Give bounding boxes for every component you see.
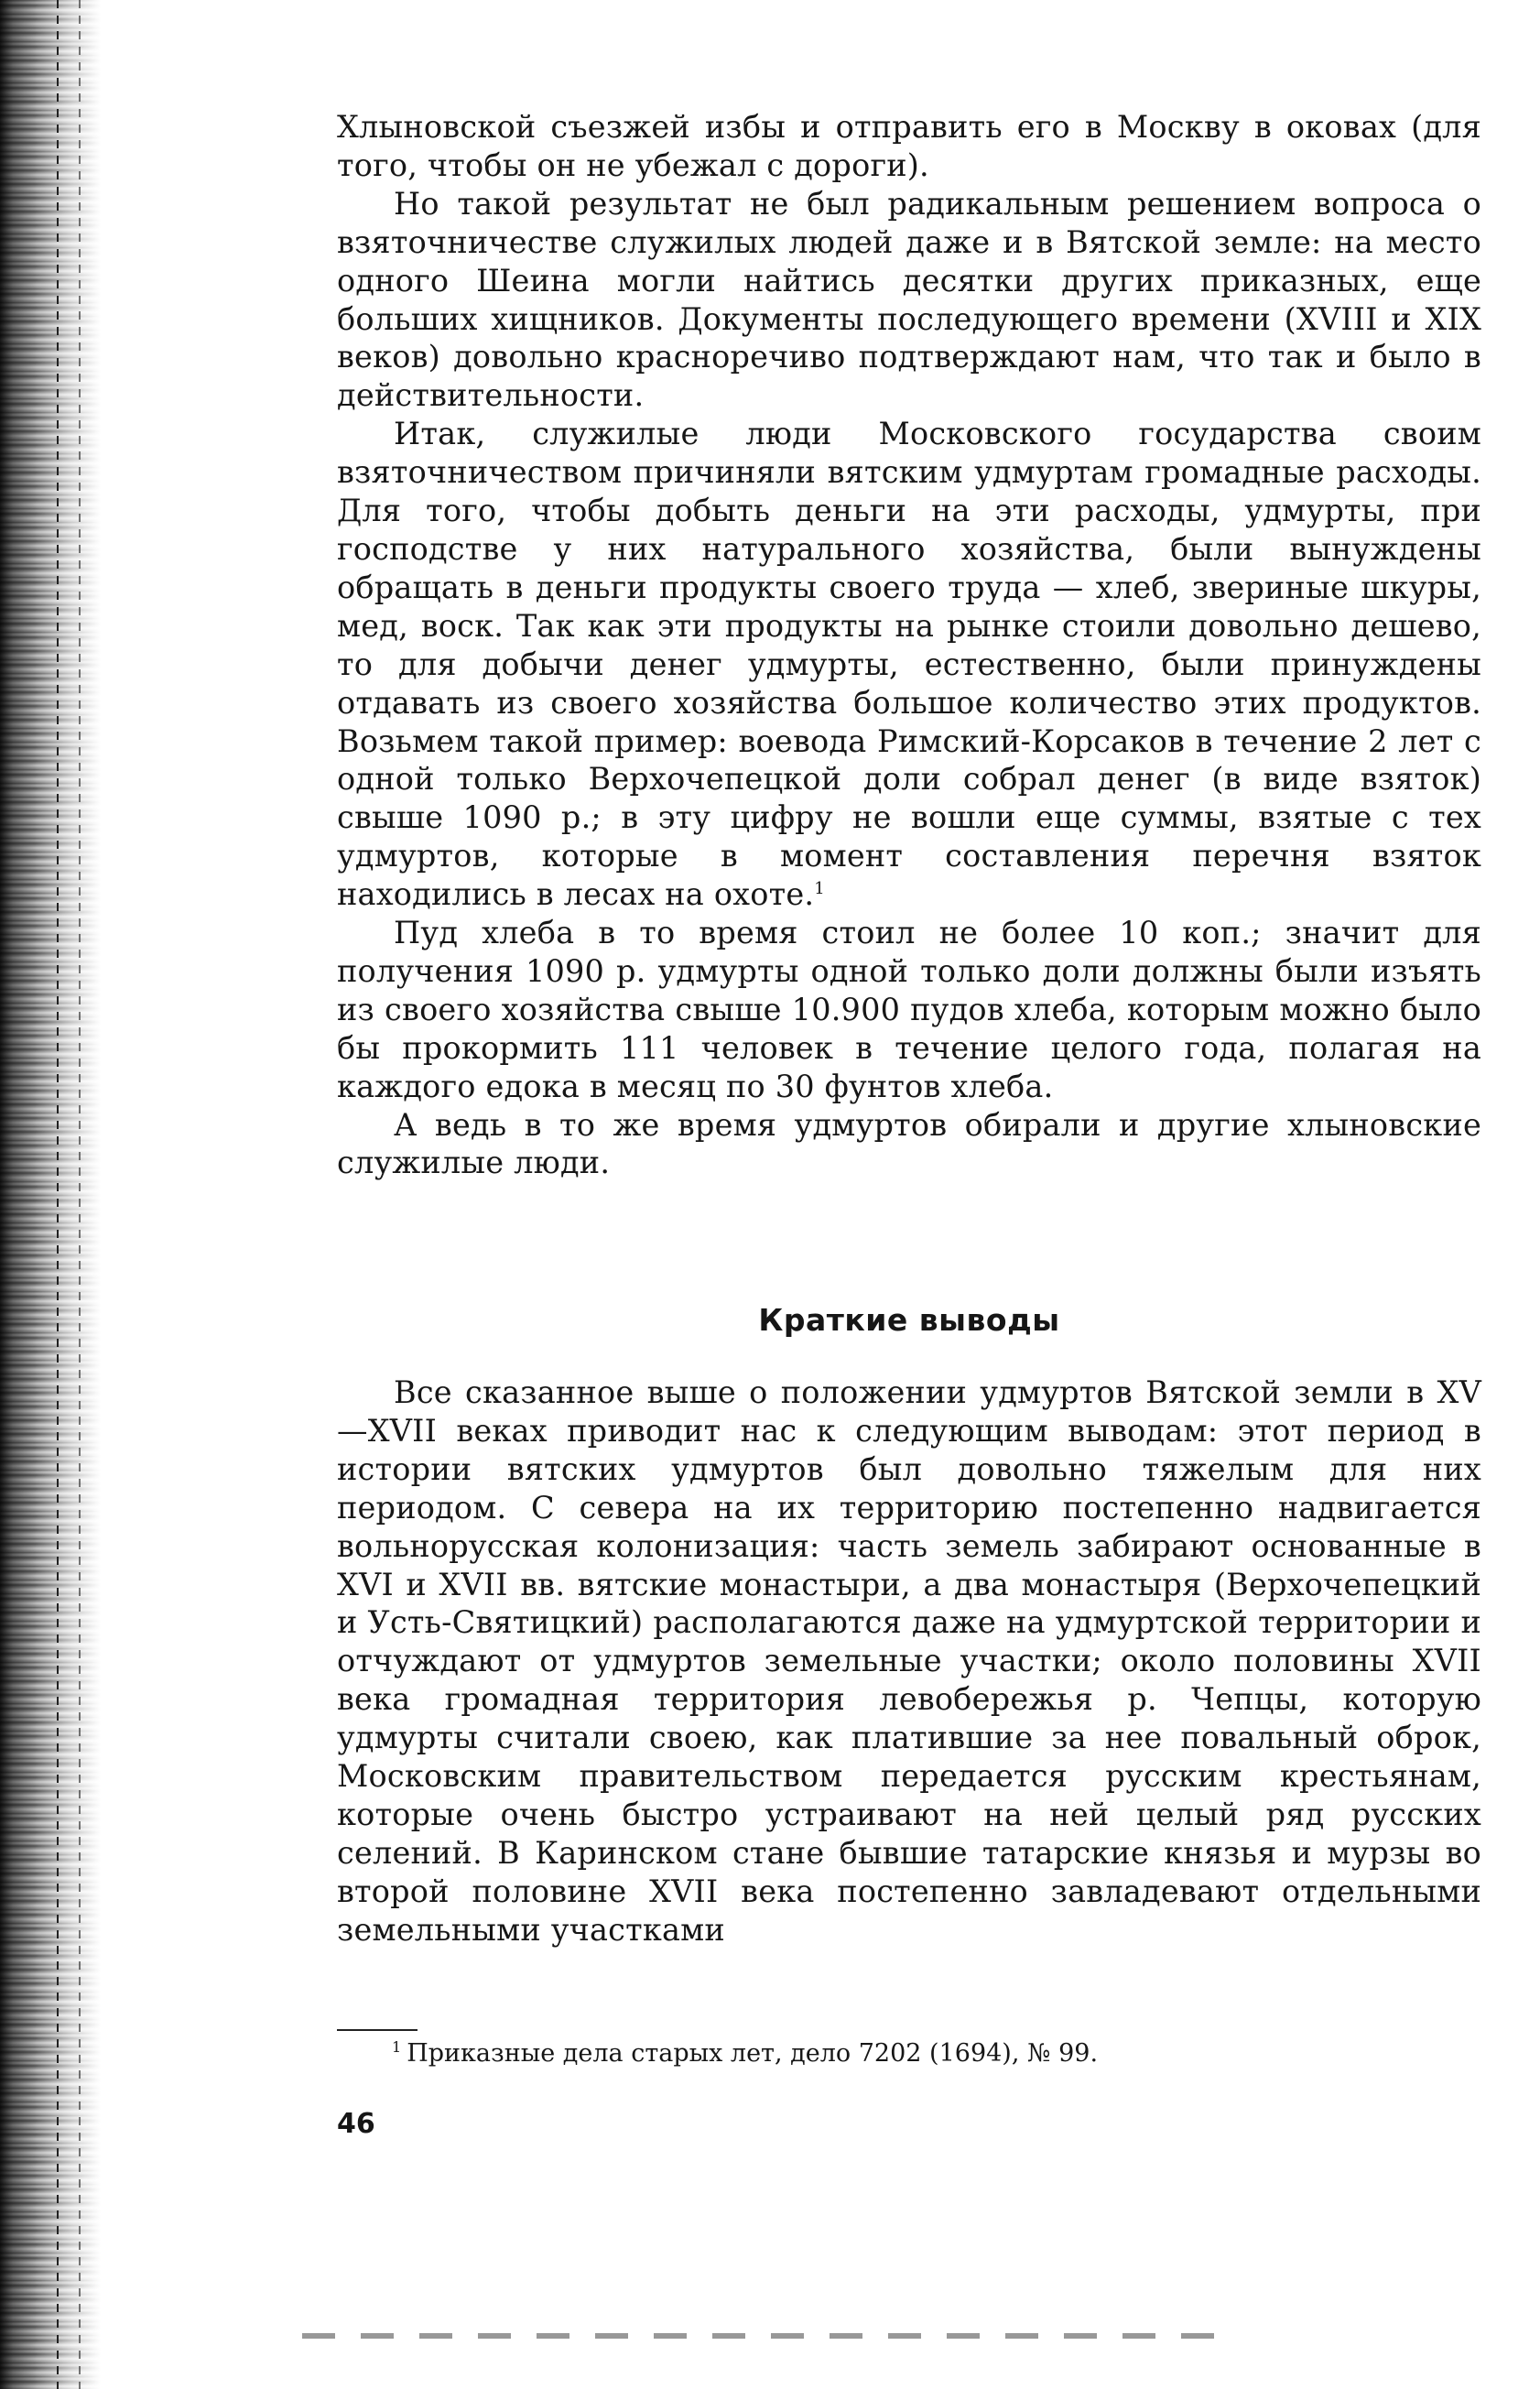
- scan-gutter-line: [57, 0, 59, 2389]
- footnote-number: 1: [392, 2038, 402, 2056]
- body-text-lower: [337, 1374, 1481, 1949]
- footnote-divider: [337, 2029, 418, 2031]
- paragraph: Все сказанное выше о положении удмуртов Вятской земли в XV—XVII веках приводит нас к следующим выводам: этот период в истории вятских удмуртов был довольно тяжелым для них периодом. С севера на их территорию постепенно надвигается вольнорусская колонизация: часть земель забирают основанные в XVI и XVII вв. вятские монастыри, а два монастыря (Верхочепецкий и Усть-Святицкий) располагаются даже на удмуртской территории и отчуждают от удмуртов земельные участки; около половины XVII века громадная территория левобережья р. Чепцы, которую удмурты считали своею, как платившие за нее повальный оброк, Московским правительством передается русским крестьянам, которые очень быстро устраивают на ней целый ряд русских селений. В Каринском стане бывшие татарские князья и мурзы во второй половине XVII века постепенно завладевают отдельными земельными участками: [337, 1374, 1481, 1948]
- footnote-reference: 1: [814, 878, 825, 898]
- paragraph: Но такой результат не был радикальным решением вопроса о взяточничестве служилых людей даже и в Вятской земле: на место одного Шеина могли найтись десятки других приказных, еще больших хищников. Документы последующего времени (XVIII и XIX веков) довольно красноречиво подтверждают нам, что так и было в действительности.: [337, 185, 1481, 414]
- footnote-text: Приказные дела старых лет, дело 7202 (1694), № 99.: [407, 2039, 1099, 2068]
- paragraph-text: Итак, служилые люди Московского государства своим взяточничеством причиняли вятским удмуртам громадные расходы. Для того, чтобы добыть деньги на эти расходы, удмурты, при господстве у них натурального хозяйства, были вынуждены обращать в деньги продукты своего труда — хлеб, звериные шкуры, мед, воск. Так как эти продукты на рынке стоили довольно дешево, то для добычи денег удмурты, естественно, были принуждены отдавать из своего хозяйства большое количество этих продуктов. Возьмем такой пример: воевода Римский-Корсаков в течение 2 лет с одной только Верхочепецкой доли собрал денег (в виде взяток) свыше 1090 р.; в эту цифру не вошли еще суммы, взятые с тех удмуртов, которые в момент составления перечня взяток находились в лесах на охоте.: [337, 416, 1481, 913]
- section-heading: Краткие выводы: [758, 1302, 1060, 1338]
- paragraph: Хлыновской съезжей избы и отправить его в Москву в оковах (для того, чтобы он не убежал с дороги).: [337, 109, 1481, 183]
- paragraph: А ведь в то же время удмуртов обирали и другие хлыновские служилые люди.: [337, 1106, 1481, 1181]
- scan-gutter-line: [79, 0, 81, 2389]
- footnote: [392, 2038, 1481, 2069]
- body-text-upper: [337, 108, 1481, 1182]
- page-number: 46: [337, 2108, 375, 2140]
- paragraph: [337, 415, 1481, 914]
- scan-binding-edge: [0, 0, 101, 2389]
- scan-bottom-artifacts: [302, 2333, 1218, 2339]
- paragraph: Пуд хлеба в то время стоил не более 10 коп.; значит для получения 1090 р. удмурты одной только доли должны были изъять из своего хозяйства свыше 10.900 пудов хлеба, которым можно было бы прокормить 111 человек в течение целого года, полагая на каждого едока в месяц по 30 фунтов хлеба.: [337, 915, 1481, 1104]
